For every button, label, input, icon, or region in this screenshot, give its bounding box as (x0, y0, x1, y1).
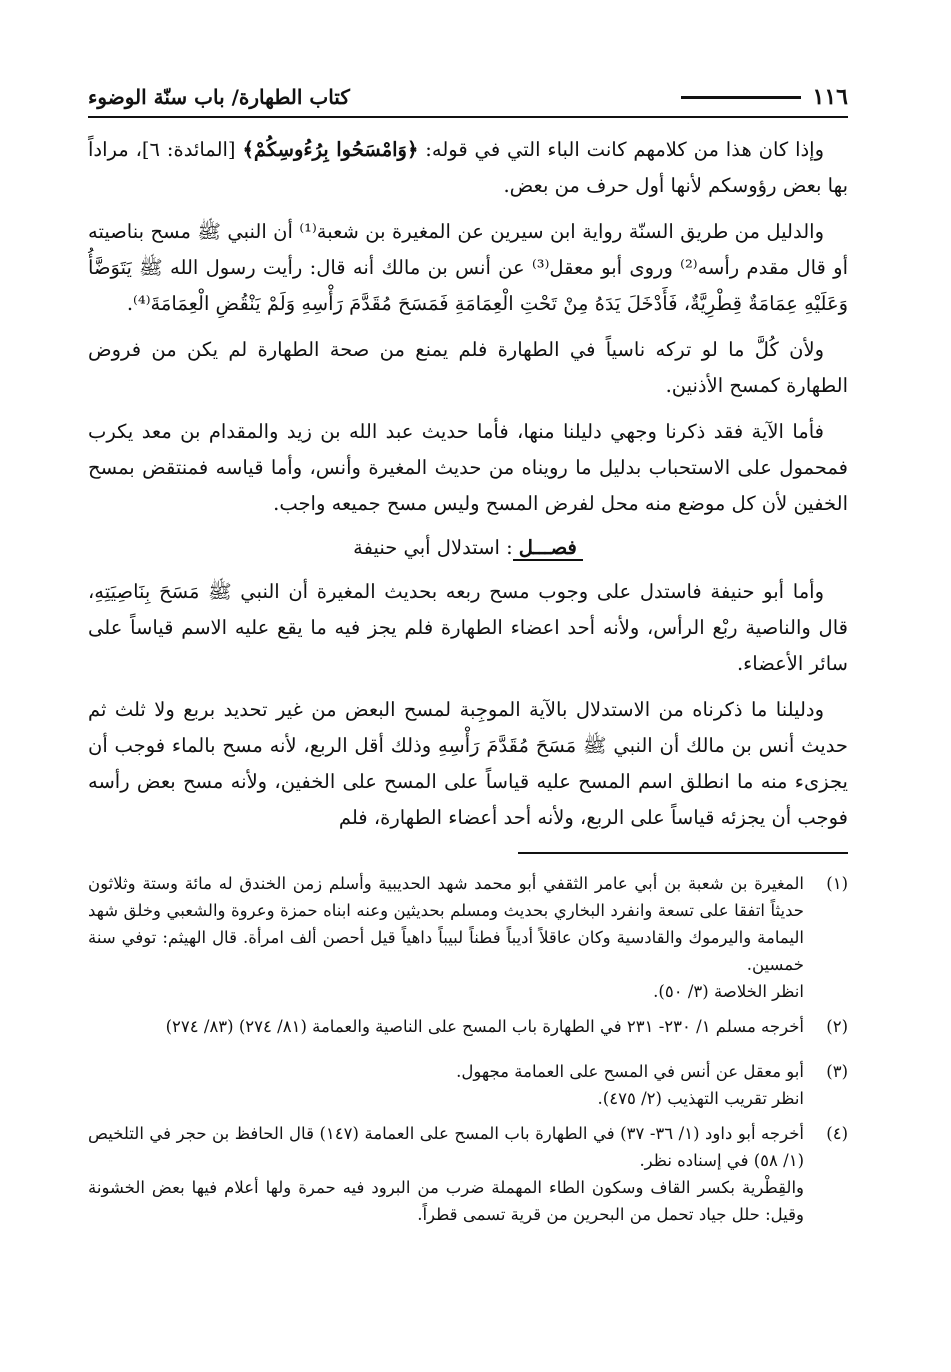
footnote-line: أبو معقل عن أنس في المسح على العمامة مجهول. (456, 1062, 804, 1081)
paragraph-2: والدليل من طريق السنّة رواية ابن سيرين عن المغيرة بن شعبة⁽¹⁾ أن النبي ﷺ مسح بناصيته أو قال مقدم رأسه⁽²⁾ وروى أبو معقل⁽³⁾ عن أنس بن مالك أنه قال: رأيت رسول الله ﷺ يَتَوَضَّأُ وَعَلَيْهِ عِمَامَةٌ قِطْرِيَّةٌ، فَأَدْخَلَ يَدَهُ مِنْ تَحْتِ الْعِمَامَةِ فَمَسَحَ مُقَدَّمَ رَأْسِهِ وَلَمْ يَنْقُضِ الْعِمَامَةَ⁽⁴⁾. (88, 220, 848, 315)
paragraph-6: ودليلنا ما ذكرناه من الاستدلال بالآية الموجِبة لمسح البعض من غير تحديد بربع ولا ثلث ثم حديث أنس بن مالك أن النبي ﷺ مَسَحَ مُقَدَّمَ رَأْسِهِ وذلك أقل الربع، لأنه مسح بالماء فوجب أن يجزىء منه ما انطلق اسم المسح عليه قياساً على المسح على الخفين، ولأنه مسح بعض رأسه فوجب أن يجزئه قياساً على الربع، ولأنه أحد أعضاء الطهارة، فلم (88, 698, 848, 829)
footnote-line: انظر تقريب التهذيب (٢/ ٤٧٥). (597, 1089, 804, 1108)
footnotes (88, 870, 848, 1228)
paragraph-3: ولأن كُلَّ ما لو تركه ناسياً في الطهارة فلم يمنع من صحة الطهارة لم يكن من فروض الطهارة كمسح الأذنين. (88, 338, 848, 397)
footnote-line: أخرجه أبو داود (١/ ٣٦- ٣٧) في الطهارة باب المسح على العمامة (١٤٧) قال الحافظ بن حجر في التلخيص (١/ ٥٨) في إسناده نظر. (88, 1124, 804, 1170)
footnote-2 (88, 1013, 848, 1040)
footnote-number: (٣) (826, 1062, 848, 1081)
header-rule (681, 96, 801, 99)
quran-verse: ﴿وَامْسَحُوا بِرُءُوسِكُمْ﴾ (242, 138, 419, 161)
page-number: ١١٦ (812, 84, 848, 110)
footnote-3 (88, 1058, 848, 1112)
paragraph-1-citation: [المائدة: ٦]، مراداً بها بعض رؤوسكم لأنها أول حرف من بعض. (88, 138, 848, 197)
footnote-number: (٤) (826, 1124, 848, 1143)
paragraph-4: فأما الآية فقد ذكرنا وجهي دليلنا منها، فأما حديث عبد الله بن زيد والمقدام بن معد يكرب فمحمول على الاستحباب بدليل ما رويناه من حديث المغيرة وأنس، وأما قياسه فمنتقض بمسح الخفين لأن كل موضع منه محل لفرض المسح وليس مسح جميعه واجب. (88, 420, 848, 515)
main-text (88, 132, 848, 836)
footnote-line: انظر الخلاصة (٣/ ٥٠). (653, 982, 804, 1001)
footnote-separator (518, 852, 848, 854)
spacer (88, 1048, 848, 1058)
footnote-1 (88, 870, 848, 1005)
section-label: فصـــل (513, 536, 583, 561)
paragraph-1-text: وإذا كان هذا من كلامهم كانت الباء التي في قوله: (418, 138, 825, 161)
footnote-number: (١) (826, 874, 848, 893)
paragraph-5: وأما أبو حنيفة فاستدل على وجوب مسح ربعه بحديث المغيرة أن النبي ﷺ مَسَحَ بِنَاصِيَتِهِ، قال والناصية ربْع الرأس، ولأنه أحد اعضاء الطهارة فلم يجز فيه ما يقع عليه الاسم قياساً على سائر الأعضاء. (88, 580, 848, 675)
header-underline (88, 116, 848, 118)
paragraph-1 (88, 132, 848, 204)
footnote-line: والقِطْرية بكسر القاف وسكون الطاء المهملة ضرب من البرود فيه حمرة ولها أعلام فيها بعض الخشونة وقيل: حلل جياد تحمل من البحرين من قرية تسمى قطراً. (88, 1178, 804, 1224)
page-header (88, 80, 848, 114)
footnote-4 (88, 1120, 848, 1228)
footnote-line: المغيرة بن شعبة بن أبي عامر الثقفي أبو محمد شهد الحديبية وأسلم زمن الخندق له مائة وستة وثلاثون حديثاً اتفقا على تسعة وانفرد البخاري بحديث ومسلم بحديثين وعنه ابناه حمزة وعروة والشعبي وخلق شهد اليمامة واليرموك والقادسية وكان عاقلاً أديباً فطناً لبيباً داهياً قيل أحصن ألف امرأة. قال الهيثم: توفي سنة خمسين. (88, 874, 804, 974)
section-heading (88, 532, 848, 564)
running-title: كتاب الطهارة/ باب سنّة الوضوء (88, 85, 350, 109)
book-page (88, 80, 848, 1236)
footnote-line: أخرجه مسلم ١/ ٢٣٠- ٢٣١ في الطهارة باب المسح على الناصية والعمامة (٨١/ ٢٧٤) (٨٣/ ٢٧٤) (165, 1017, 804, 1036)
section-title: : استدلال أبي حنيفة (353, 536, 513, 559)
footnote-number: (٢) (826, 1017, 848, 1036)
